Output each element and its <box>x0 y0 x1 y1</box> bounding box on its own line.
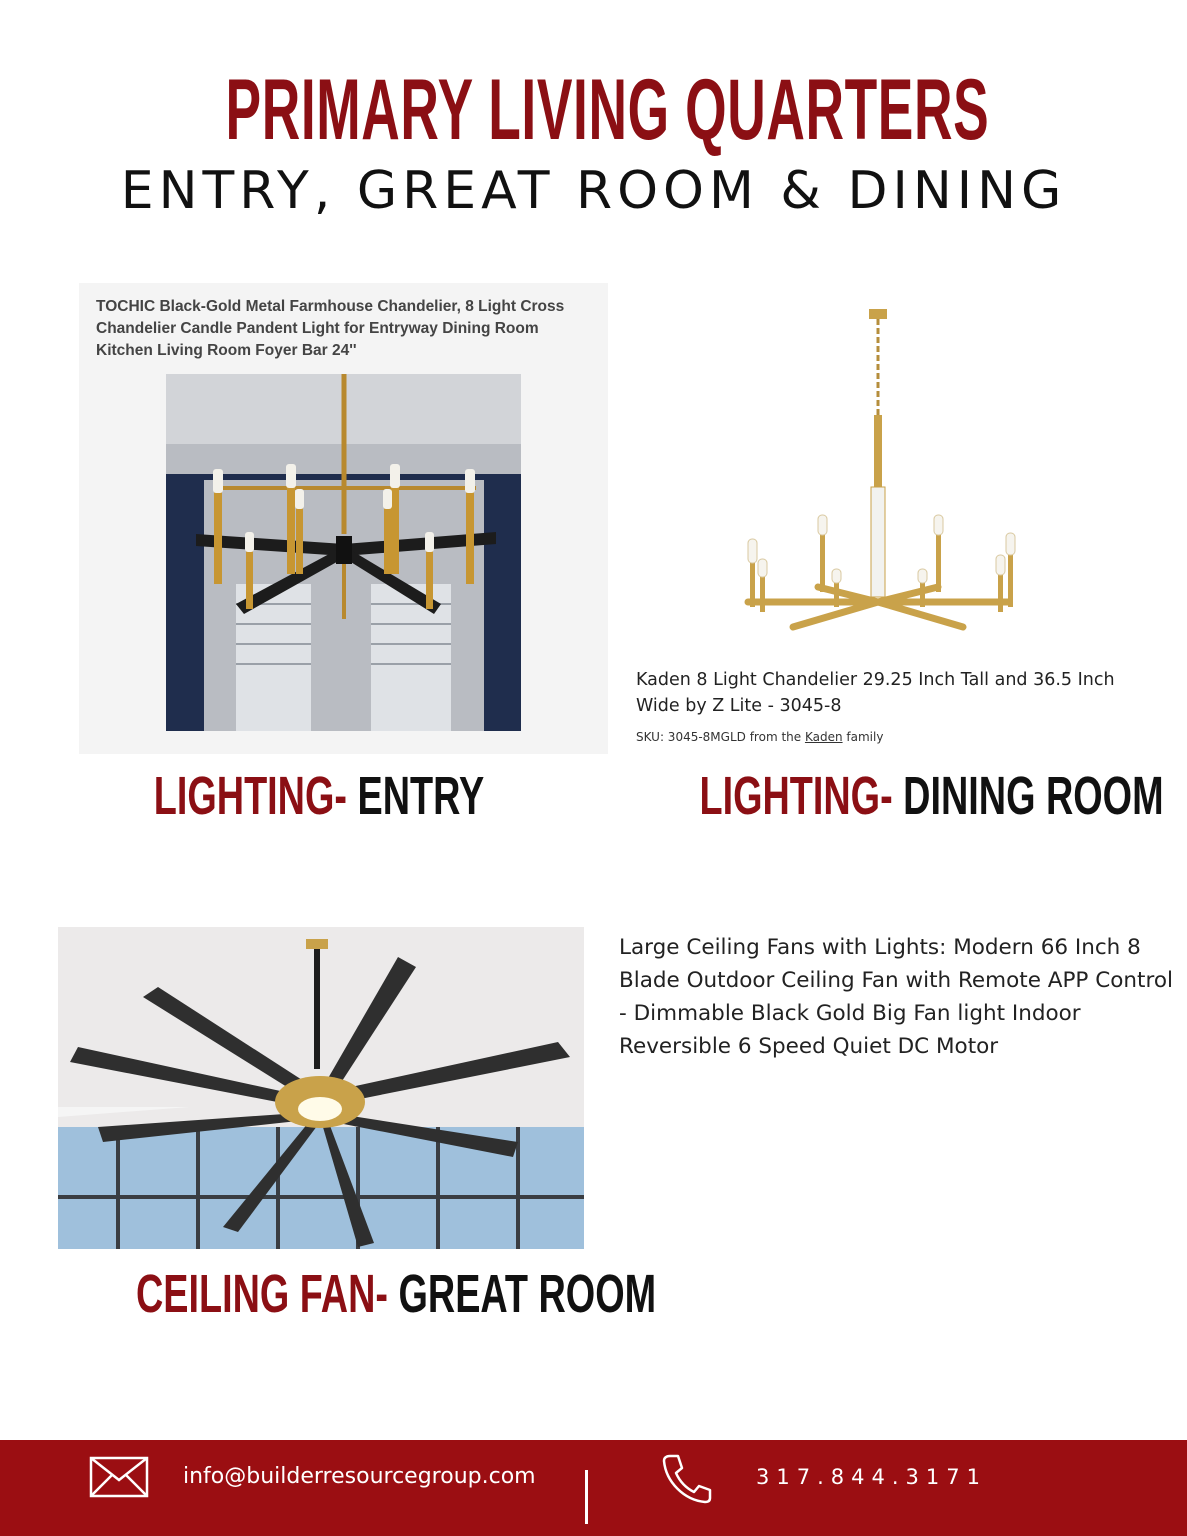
footer-divider <box>585 1470 588 1524</box>
ceiling-fan-image <box>58 927 584 1249</box>
entry-section-heading <box>151 766 487 826</box>
dining-heading-label: DINING ROOM <box>892 766 1164 826</box>
footer-email-link[interactable]: info@builderresourcegroup.com <box>183 1464 536 1489</box>
page-subtitle: ENTRY, GREAT ROOM & DINING <box>120 161 1067 221</box>
dining-chandelier-image <box>698 297 1066 653</box>
fan-heading-accent: CEILING FAN- <box>136 1264 388 1324</box>
footer-phone-number[interactable]: 317.844.3171 <box>756 1465 987 1489</box>
entry-product-caption: TOCHIC Black-Gold Metal Farmhouse Chandelier, 8 Light Cross Chandelier Candle Pandent Light for Entryway Dining Room Kitchen Living Room Foyer Bar 24'' <box>96 298 565 359</box>
entry-heading-label: ENTRY <box>346 766 485 826</box>
fan-section-heading <box>136 1264 657 1324</box>
fan-heading-label: GREAT ROOM <box>388 1264 657 1324</box>
fan-product-description: Large Ceiling Fans with Lights: Modern 66 Inch 8 Blade Outdoor Ceiling Fan with Remote APP Control - Dimmable Black Gold Big Fan light Indoor Reversible 6 Speed Quiet DC Motor <box>619 935 1173 1059</box>
sku-suffix: family <box>842 730 884 744</box>
contact-footer <box>0 1440 1187 1536</box>
entry-heading-accent: LIGHTING- <box>153 766 347 826</box>
sku-text: SKU: 3045-8MGLD from the <box>636 730 805 744</box>
dining-section-heading <box>699 766 1164 826</box>
phone-icon[interactable] <box>662 1452 712 1504</box>
page-title: PRIMARY LIVING QUARTERS <box>225 62 990 158</box>
dining-heading-accent: LIGHTING- <box>699 766 893 826</box>
envelope-icon[interactable] <box>89 1456 149 1498</box>
entry-chandelier-image <box>166 374 521 731</box>
dining-product-sku <box>636 729 1036 745</box>
entry-lighting-card <box>79 283 608 754</box>
kaden-family-link[interactable]: Kaden <box>804 730 843 744</box>
dining-product-description: Kaden 8 Light Chandelier 29.25 Inch Tall and 36.5 Inch Wide by Z Lite - 3045-8 <box>636 670 1115 716</box>
